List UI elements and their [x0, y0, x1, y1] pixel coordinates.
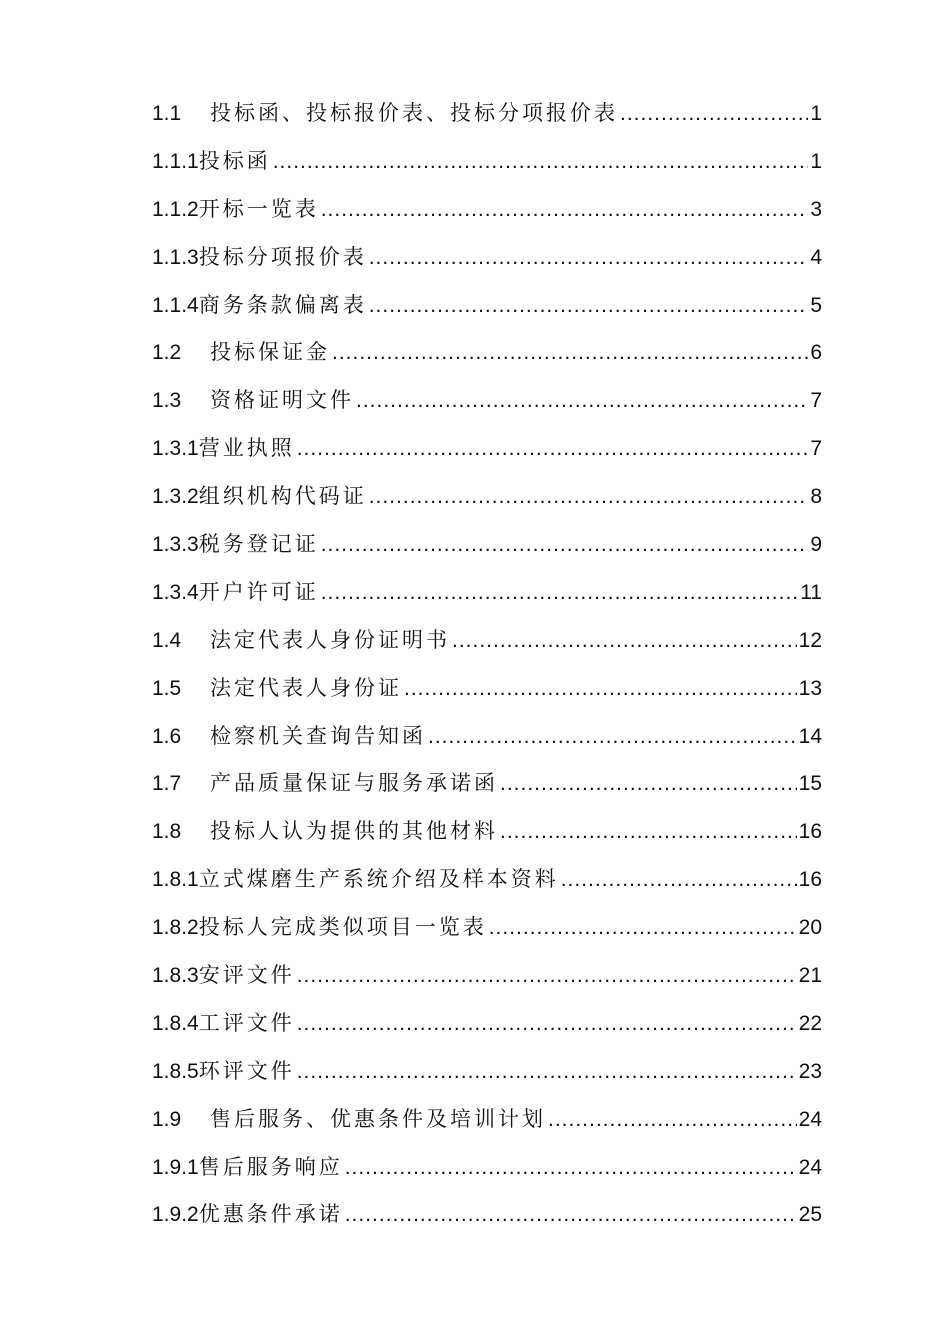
toc-dot-leader: [356, 377, 808, 425]
toc-entry-page-number: 22: [798, 1011, 822, 1035]
toc-entry-number: 1.1.3: [152, 245, 199, 269]
toc-entry-number: 1.5: [152, 676, 182, 700]
toc-dot-leader: [489, 904, 797, 952]
toc-entry-number: 1.3: [152, 389, 182, 413]
toc-entry-title: 法定代表人身份证: [210, 675, 402, 700]
toc-entry-number: 1.1: [152, 102, 182, 125]
toc-entry-number: 1.9.2: [152, 1203, 199, 1227]
toc-entry-page-number: 7: [810, 389, 822, 413]
toc-entry[interactable]: [152, 856, 822, 904]
toc-entry[interactable]: [152, 1000, 822, 1048]
toc-entry-number: 1.1.2: [152, 197, 199, 221]
toc-entry-title: 法定代表人身份证明书: [210, 627, 450, 652]
toc-entry-page-number: 15: [798, 772, 822, 796]
toc-entry-title: 投标分项报价表: [198, 244, 367, 269]
toc-dot-leader: [369, 234, 809, 282]
toc-dot-leader: [345, 1144, 797, 1192]
toc-entry-number: 1.9.1: [152, 1155, 199, 1179]
toc-entry-title: 开标一览表: [198, 196, 319, 221]
toc-entry-number: 1.1.4: [152, 293, 199, 317]
toc-entry-number: 1.8.5: [152, 1059, 199, 1083]
toc-entry-number: 1.7: [152, 772, 182, 796]
toc-entry-title: 优惠条件承诺: [198, 1202, 343, 1227]
toc-entry-title: 售后服务、优惠条件及培训计划: [210, 1106, 546, 1131]
toc-entry-page-number: 20: [798, 916, 822, 940]
toc-entry[interactable]: [152, 713, 822, 761]
toc-entry[interactable]: [152, 1144, 822, 1192]
toc-entry[interactable]: [152, 186, 822, 234]
toc-entry[interactable]: [152, 234, 822, 282]
toc-entry-page-number: 5: [810, 293, 822, 317]
toc-entry-page-number: 1: [810, 102, 822, 125]
toc-entry-page-number: 9: [810, 533, 822, 557]
toc-entry-number: 1.2: [152, 341, 182, 365]
toc-entry-title: 开户许可证: [198, 579, 319, 604]
toc-dot-leader: [404, 665, 797, 713]
toc-dot-leader: [297, 952, 797, 1000]
toc-entry[interactable]: [152, 665, 822, 713]
toc-dot-leader: [297, 425, 809, 473]
toc-dot-leader: [345, 1191, 797, 1239]
toc-entry-title: 资格证明文件: [210, 388, 354, 413]
toc-dot-leader: [500, 760, 797, 808]
toc-dot-leader: [452, 617, 797, 665]
toc-entry-page-number: 24: [798, 1155, 822, 1179]
toc-entry-number: 1.9: [152, 1107, 182, 1131]
toc-entry[interactable]: [152, 1191, 822, 1239]
toc-entry[interactable]: [152, 808, 822, 856]
toc-dot-leader: [321, 186, 809, 234]
toc-entry-title: 投标函、投标报价表、投标分项报价表: [210, 101, 618, 125]
toc-entry-number: 1.1.1: [152, 149, 199, 173]
toc-entry[interactable]: [152, 473, 822, 521]
toc-entry-page-number: 25: [798, 1203, 822, 1227]
toc-entry[interactable]: [152, 1096, 822, 1144]
toc-entry-title: 产品质量保证与服务承诺函: [210, 771, 498, 796]
toc-entry-title: 营业执照: [198, 436, 295, 461]
toc-entry-title: 商务条款偏离表: [198, 292, 367, 317]
toc-entry[interactable]: [152, 952, 822, 1000]
toc-entry-number: 1.6: [152, 724, 182, 748]
toc-entry-number: 1.4: [152, 628, 182, 652]
toc-entry-page-number: 11: [800, 580, 822, 604]
toc-entry[interactable]: [152, 569, 822, 617]
toc-entry-title: 售后服务响应: [198, 1154, 343, 1179]
toc-entry-title: 环评文件: [198, 1058, 295, 1083]
toc-entry-title: 投标函: [198, 148, 271, 173]
toc-entry-page-number: 6: [810, 341, 822, 365]
toc-entry-page-number: 14: [798, 724, 822, 748]
toc-entry[interactable]: [152, 521, 822, 569]
toc-entry-page-number: 16: [798, 820, 822, 844]
toc-entry-number: 1.3.4: [152, 580, 199, 604]
toc-entry-number: 1.8.2: [152, 916, 199, 940]
toc-entry-title: 安评文件: [198, 963, 295, 988]
toc-entry-page-number: 3: [810, 197, 822, 221]
toc-entry-page-number: 7: [810, 437, 822, 461]
toc-entry[interactable]: [152, 904, 822, 952]
toc-entry[interactable]: [152, 377, 822, 425]
toc-entry-title: 投标人完成类似项目一览表: [198, 915, 487, 940]
toc-entry-title: 投标人认为提供的其他材料: [210, 819, 498, 844]
toc-entry[interactable]: [152, 425, 822, 473]
toc-dot-leader: [428, 713, 797, 761]
toc-entry-number: 1.3.1: [152, 437, 199, 461]
toc-entry-title: 投标保证金: [210, 340, 330, 365]
toc-entry-title: 立式煤磨生产系统介绍及样本资料: [198, 867, 559, 892]
toc-dot-leader: [369, 473, 809, 521]
toc-entry-page-number: 13: [798, 676, 822, 700]
toc-entry-page-number: 8: [810, 485, 822, 509]
toc-entry-page-number: 21: [798, 964, 822, 988]
toc-entry[interactable]: [152, 760, 822, 808]
toc-entry-number: 1.8.1: [152, 868, 199, 892]
toc-entry[interactable]: [152, 617, 822, 665]
toc-entry-number: 1.8.3: [152, 964, 199, 988]
toc-dot-leader: [332, 329, 808, 377]
toc-dot-leader: [321, 569, 798, 617]
toc-entry[interactable]: [152, 1048, 822, 1096]
toc-entry-title: 检察机关查询告知函: [210, 723, 426, 748]
toc-dot-leader: [321, 521, 809, 569]
toc-entry-number: 1.8.4: [152, 1011, 199, 1035]
toc-dot-leader: [297, 1000, 797, 1048]
toc-dot-leader: [548, 1096, 797, 1144]
toc-entry-number: 1.8: [152, 820, 182, 844]
toc-entry-number: 1.3.3: [152, 533, 199, 557]
toc-entry[interactable]: [152, 282, 822, 330]
toc-dot-leader: [369, 282, 809, 330]
toc-entry-page-number: 1: [810, 149, 822, 173]
toc-dot-leader: [500, 808, 797, 856]
toc-dot-leader: [620, 90, 808, 138]
toc-entry-title: 组织机构代码证: [198, 484, 367, 509]
toc-entry-page-number: 24: [798, 1107, 822, 1131]
toc-entry[interactable]: [152, 138, 822, 186]
toc-entry-page-number: 4: [810, 245, 822, 269]
toc-entry-page-number: 12: [798, 628, 822, 652]
toc-entry-number: 1.3.2: [152, 485, 199, 509]
toc-dot-leader: [561, 856, 797, 904]
toc-entry-title: 税务登记证: [198, 532, 319, 557]
toc-entry[interactable]: [152, 329, 822, 377]
toc-entry-page-number: 16: [798, 868, 822, 892]
toc-entry[interactable]: [152, 90, 822, 138]
table-of-contents: [152, 90, 822, 1239]
toc-entry-title: 工评文件: [198, 1010, 295, 1035]
toc-dot-leader: [297, 1048, 797, 1096]
toc-dot-leader: [273, 138, 809, 186]
toc-entry-page-number: 23: [798, 1059, 822, 1083]
